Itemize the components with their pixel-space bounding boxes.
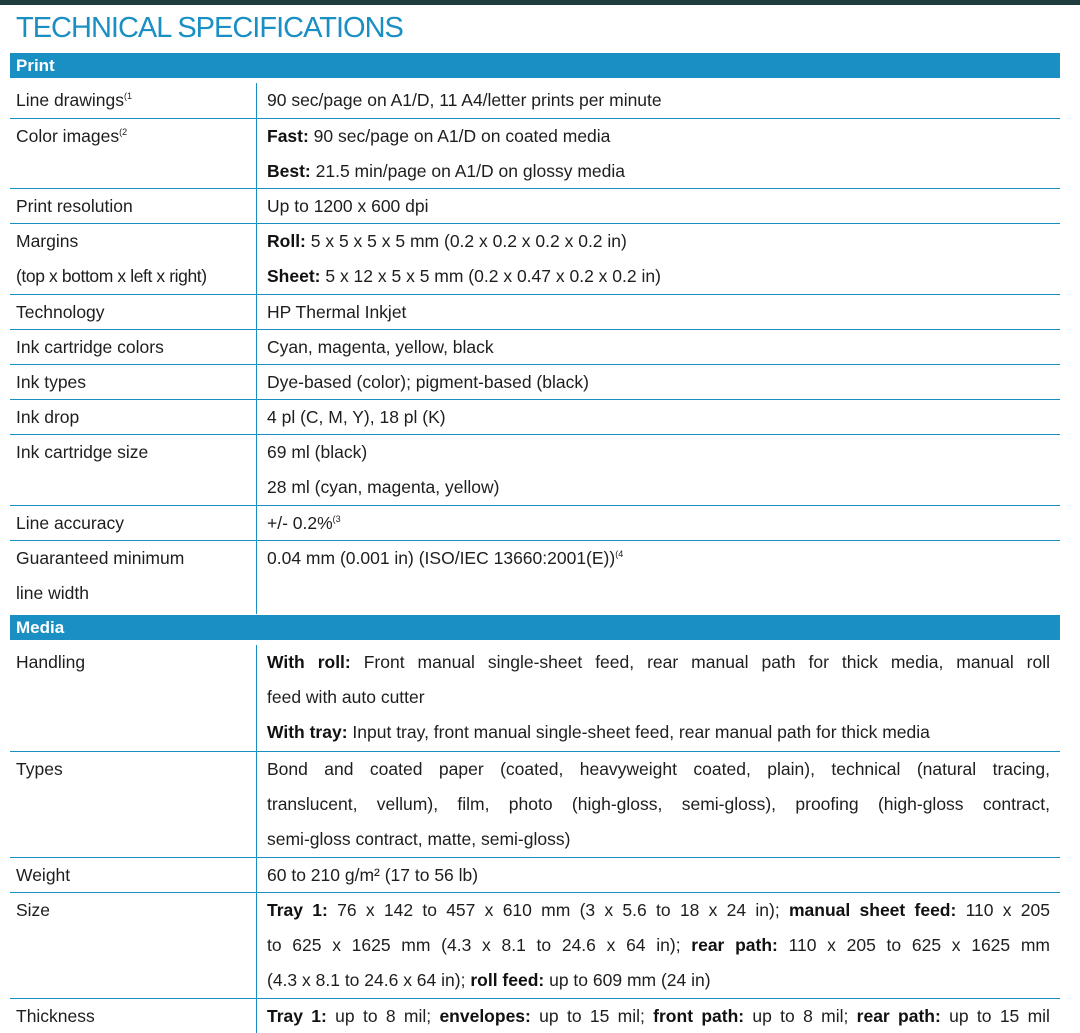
spec-label: Print resolution	[10, 189, 257, 223]
spec-value: 0.04 mm (0.001 in) (ISO/IEC 13660:2001(E))$^{(4}$	[267, 548, 624, 568]
spec-value: 4 pl (C, M, Y), 18 pl (K)	[267, 407, 446, 427]
section-header-media: Media	[10, 615, 1060, 640]
spec-value: With roll: Front manual single-sheet feed, rear manual path for thick media, manual roll feed with auto cutter With tray: Input tray, front manual single-sheet feed, rear manual path for thick media	[267, 652, 1050, 742]
spec-row-ink-size	[10, 435, 1060, 506]
spec-row-line-drawings	[10, 83, 1060, 119]
spec-row-ink-drop	[10, 400, 1060, 435]
spec-value: Fast: 90 sec/page on A1/D on coated media Best: 21.5 min/page on A1/D on glossy media	[267, 126, 625, 181]
spec-row-weight	[10, 858, 1060, 893]
spec-label: Ink drop	[10, 400, 257, 434]
spec-row-min-line-width	[10, 541, 1060, 614]
spec-row-types	[10, 752, 1060, 858]
spec-row-margins	[10, 224, 1060, 295]
spec-label: Size	[10, 893, 257, 998]
spec-label: Line accuracy	[10, 506, 257, 540]
spec-label: Ink types	[10, 365, 257, 399]
spec-label: Color images$^{(2}$	[10, 119, 257, 188]
spec-label: Weight	[10, 858, 257, 892]
spec-row-size	[10, 893, 1060, 999]
spec-row-handling	[10, 645, 1060, 752]
spec-value: Cyan, magenta, yellow, black	[267, 337, 494, 357]
spec-value: 90 sec/page on A1/D, 11 A4/letter prints per minute	[267, 90, 662, 110]
spec-value: +/- 0.2%$^{(3}$	[267, 513, 341, 533]
spec-row-ink-types	[10, 365, 1060, 400]
spec-value: Bond and coated paper (coated, heavyweight coated, plain), technical (natural tracing, translucent, vellum), film, photo (high-gloss, semi-gloss), proofing (high-gloss contract, semi-gloss contract, matte, semi-gloss)	[267, 759, 1050, 849]
top-bar	[0, 0, 1080, 5]
spec-value: Up to 1200 x 600 dpi	[267, 196, 429, 216]
spec-value: Tray 1: 76 x 142 to 457 x 610 mm (3 x 5.6 to 18 x 24 in); manual sheet feed: 110 x 205 to 625 x 1625 mm (4.3 x 8.1 to 24.6 x 64 in); rear path: 110 x 205 to 625 x 1625 mm (4.3 x 8.1 to 24.6 x 64 in); roll feed: up to 609 mm (24 in)	[267, 900, 1051, 990]
spec-label: Technology	[10, 295, 257, 329]
spec-value: Dye-based (color); pigment-based (black)	[267, 372, 589, 392]
spec-row-technology	[10, 295, 1060, 330]
spec-value: 60 to 210 g/m² (17 to 56 lb)	[267, 865, 479, 885]
spec-label: Margins (top x bottom x left x right)	[10, 224, 257, 294]
spec-label: Ink cartridge size	[10, 435, 257, 505]
spec-row-line-accuracy	[10, 506, 1060, 541]
spec-value: Tray 1: up to 8 mil; envelopes: up to 15 mil; front path: up to 8 mil; rear path: up to 15 mil	[267, 1006, 1050, 1026]
spec-row-color-images	[10, 119, 1060, 189]
page-title: TECHNICAL SPECIFICATIONS	[16, 12, 403, 44]
spec-row-thickness	[10, 999, 1060, 1033]
spec-label: Thickness	[10, 999, 257, 1033]
section-header-print: Print	[10, 53, 1060, 78]
spec-row-ink-colors	[10, 330, 1060, 365]
spec-label: Line drawings$^{(1}$	[10, 83, 257, 118]
spec-value: 69 ml (black) 28 ml (cyan, magenta, yellow)	[267, 442, 500, 497]
spec-value: Roll: 5 x 5 x 5 x 5 mm (0.2 x 0.2 x 0.2 x 0.2 in) Sheet: 5 x 12 x 5 x 5 mm (0.2 x 0.47 x 0.2 x 0.2 in)	[267, 231, 661, 286]
spec-label: Ink cartridge colors	[10, 330, 257, 364]
spec-label: Types	[10, 752, 257, 857]
spec-value: HP Thermal Inkjet	[267, 302, 407, 322]
spec-label: Guaranteed minimum line width	[10, 541, 257, 614]
spec-row-print-resolution	[10, 189, 1060, 224]
spec-label: Handling	[10, 645, 257, 751]
